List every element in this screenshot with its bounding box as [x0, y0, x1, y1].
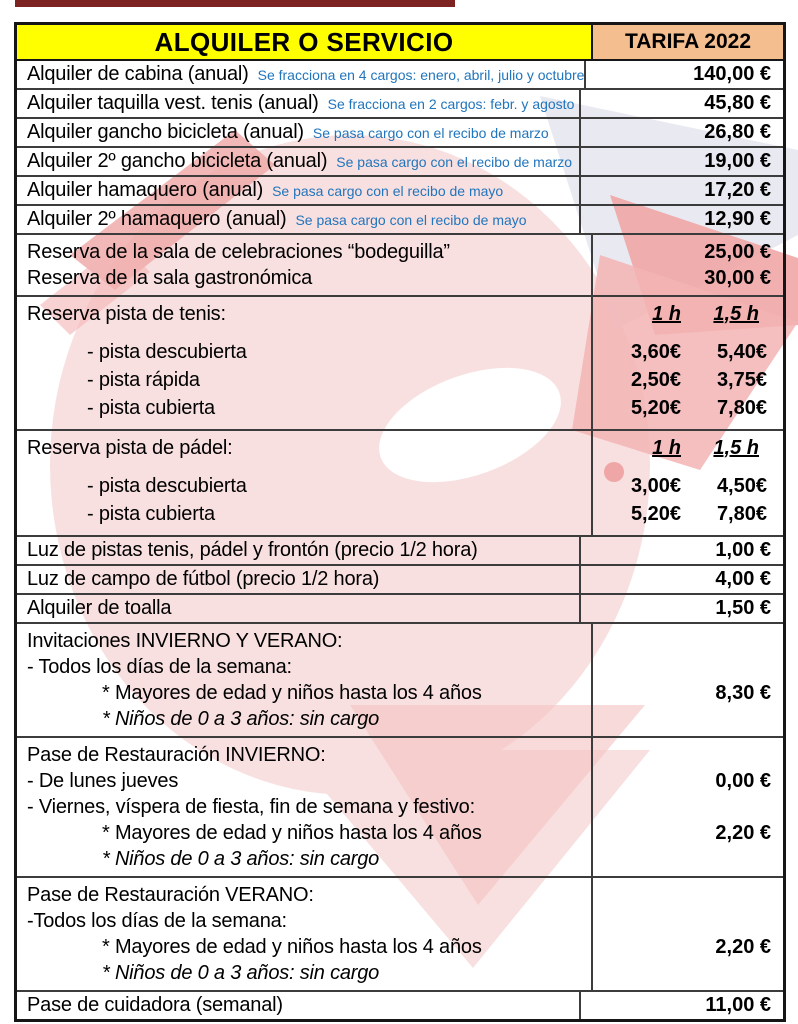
table-row	[17, 736, 783, 876]
table-row	[17, 535, 783, 564]
service-cell	[17, 738, 593, 876]
table-body	[17, 61, 783, 1019]
price-value: 26,80 €	[704, 121, 771, 143]
service-label: Alquiler 2º hamaquero (anual)	[27, 208, 287, 230]
duration-header-1h: 1 h	[652, 436, 681, 459]
price-value	[593, 654, 783, 680]
service-line: * Mayores de edad y niños hasta los 4 años	[102, 822, 482, 844]
service-cell	[17, 624, 593, 736]
service-cell	[17, 595, 581, 622]
price-value: 1,00 €	[715, 539, 771, 561]
service-label: Alquiler taquilla vest. tenis (anual)	[27, 92, 319, 114]
service-note: Se pasa cargo con el recibo de marzo	[312, 124, 549, 141]
service-cell	[17, 177, 581, 204]
service-cell	[17, 235, 593, 295]
price-value: 4,00 €	[715, 568, 771, 590]
service-line: -Todos los días de la semana:	[27, 910, 287, 932]
duration-header-1h: 1 h	[652, 302, 681, 325]
duration-header-row	[593, 434, 783, 462]
court-item-label: - pista cubierta	[87, 503, 215, 525]
service-note: Se fracciona en 2 cargos: febr. y agosto	[327, 95, 575, 112]
price-1-5h: 7,80€	[716, 396, 767, 419]
service-cell	[17, 90, 581, 117]
service-line: - De lunes jueves	[27, 770, 179, 792]
price-cell	[593, 431, 783, 535]
service-note: Se pasa cargo con el recibo de mayo	[272, 182, 504, 199]
price-value: 30,00 €	[704, 266, 771, 289]
price-value	[593, 960, 783, 986]
service-label: Luz de campo de fútbol (precio 1/2 hora)	[27, 568, 380, 590]
header-service: ALQUILER O SERVICIO	[17, 25, 593, 59]
service-line: Pase de Restauración VERANO:	[27, 884, 314, 906]
price-value: 17,20 €	[704, 179, 771, 201]
table-row	[17, 117, 783, 146]
table-row	[17, 175, 783, 204]
service-label: Pase de cuidadora (semanal)	[27, 994, 283, 1016]
service-line: Pase de Restauración INVIERNO:	[27, 744, 326, 766]
price-value: 0,00 €	[715, 769, 771, 792]
price-value	[593, 846, 783, 872]
price-value	[593, 882, 783, 908]
service-line: * Niños de 0 a 3 años: sin cargo	[102, 962, 380, 984]
table-header-row	[17, 25, 783, 61]
service-line: * Niños de 0 a 3 años: sin cargo	[102, 848, 380, 870]
table-row	[17, 876, 783, 990]
service-cell	[17, 148, 581, 175]
price-value	[593, 742, 783, 768]
service-line: Invitaciones INVIERNO Y VERANO:	[27, 630, 343, 652]
service-cell	[17, 878, 593, 990]
price-1h: 2,50€	[630, 368, 681, 391]
price-value	[593, 794, 783, 820]
court-price-row	[593, 472, 783, 500]
watermark-top-bar	[15, 0, 455, 7]
service-line: - Todos los días de la semana:	[27, 656, 292, 678]
price-1h: 5,20€	[630, 502, 681, 525]
service-note: Se pasa cargo con el recibo de marzo	[336, 153, 573, 170]
court-item-label: - pista descubierta	[87, 341, 247, 363]
court-price-row	[593, 366, 783, 394]
service-label: Luz de pistas tenis, pádel y frontón (precio 1/2 hora)	[27, 539, 478, 561]
table-row	[17, 88, 783, 117]
duration-header-1-5h: 1,5 h	[713, 302, 759, 325]
service-label: Alquiler de toalla	[27, 597, 172, 619]
price-value: 25,00 €	[704, 240, 771, 263]
price-1h: 3,60€	[630, 340, 681, 363]
price-value: 2,20 €	[715, 935, 771, 958]
table-row	[17, 429, 783, 535]
service-line: - Viernes, víspera de fiesta, fin de semana y festivo:	[27, 796, 475, 818]
price-value: 19,00 €	[704, 150, 771, 172]
court-item-label: - pista cubierta	[87, 397, 215, 419]
table-row	[17, 204, 783, 233]
price-cell	[593, 624, 783, 736]
service-line: Reserva de la sala de celebraciones “bodeguilla”	[27, 241, 450, 263]
table-row	[17, 564, 783, 593]
service-line: Reserva de la sala gastronómica	[27, 267, 313, 289]
service-cell	[17, 431, 593, 535]
price-1h: 3,00€	[630, 474, 681, 497]
price-1-5h: 5,40€	[716, 340, 767, 363]
service-label: Alquiler gancho bicicleta (anual)	[27, 121, 304, 143]
service-cell	[17, 119, 581, 146]
service-cell	[17, 566, 581, 593]
price-value	[593, 908, 783, 934]
table-row	[17, 233, 783, 295]
court-price-row	[593, 338, 783, 366]
price-1-5h: 4,50€	[716, 474, 767, 497]
section-title: Reserva pista de tenis:	[27, 303, 226, 325]
service-cell	[17, 537, 581, 564]
tariff-table	[14, 22, 786, 1022]
price-value: 1,50 €	[715, 597, 771, 619]
price-cell	[593, 738, 783, 876]
service-cell	[17, 297, 593, 429]
price-value: 12,90 €	[704, 208, 771, 230]
service-label: Alquiler de cabina (anual)	[27, 63, 249, 85]
price-value: 2,20 €	[715, 821, 771, 844]
duration-header-row	[593, 300, 783, 328]
price-cell	[593, 297, 783, 429]
table-row	[17, 146, 783, 175]
price-value: 140,00 €	[693, 63, 771, 85]
court-item-label: - pista descubierta	[87, 475, 247, 497]
service-line: * Niños de 0 a 3 años: sin cargo	[102, 708, 380, 730]
service-line: * Mayores de edad y niños hasta los 4 años	[102, 682, 482, 704]
table-row	[17, 295, 783, 429]
service-label: Alquiler 2º gancho bicicleta (anual)	[27, 150, 328, 172]
service-note: Se fracciona en 4 cargos: enero, abril, julio y octubre	[257, 66, 585, 83]
service-cell	[17, 61, 586, 88]
header-tarifa: TARIFA 2022	[593, 25, 783, 59]
price-value	[593, 628, 783, 654]
price-value	[593, 706, 783, 732]
section-title: Reserva pista de pádel:	[27, 437, 233, 459]
service-label: Alquiler hamaquero (anual)	[27, 179, 264, 201]
table-row	[17, 61, 783, 88]
court-price-row	[593, 500, 783, 528]
price-cell	[593, 235, 783, 295]
table-row	[17, 593, 783, 622]
price-cell	[593, 878, 783, 990]
service-cell	[17, 992, 581, 1019]
service-cell	[17, 206, 581, 233]
price-value: 11,00 €	[705, 994, 771, 1016]
duration-header-1-5h: 1,5 h	[713, 436, 759, 459]
table-row	[17, 990, 783, 1019]
price-1-5h: 3,75€	[716, 368, 767, 391]
court-item-label: - pista rápida	[87, 369, 200, 391]
price-1-5h: 7,80€	[716, 502, 767, 525]
price-value: 8,30 €	[715, 681, 771, 704]
court-price-row	[593, 394, 783, 422]
table-row	[17, 622, 783, 736]
service-note: Se pasa cargo con el recibo de mayo	[295, 211, 527, 228]
service-line: * Mayores de edad y niños hasta los 4 años	[102, 936, 482, 958]
price-value: 45,80 €	[704, 92, 771, 114]
price-1h: 5,20€	[630, 396, 681, 419]
